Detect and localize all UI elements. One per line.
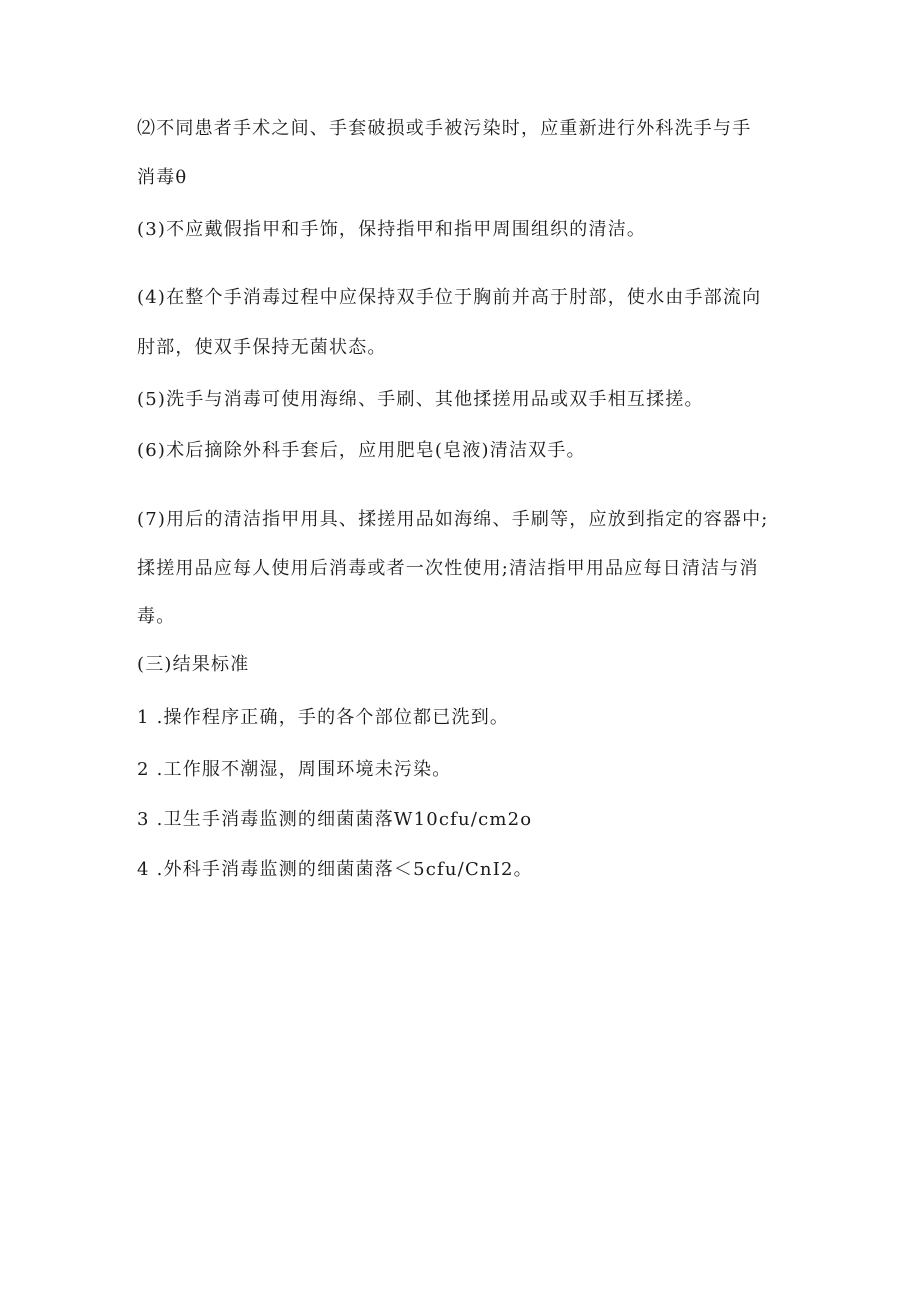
paragraph-2-line-2: 消毒θ [137, 167, 188, 188]
criterion-3: 3 .卫生手消毒监测的细菌菌落W10cfu∕cm2o [137, 809, 533, 830]
paragraph-6: (6)术后摘除外科手套后，应用肥皂(皂液)清洁双手。 [137, 440, 586, 461]
criterion-2: 2 .工作服不潮湿，周围环境未污染。 [137, 759, 452, 780]
criterion-1: 1 .操作程序正确，手的各个部位都已洗到。 [137, 707, 510, 728]
paragraph-4-line-1: (4)在整个手消毒过程中应保持双手位于胸前并高于肘部，使水由手部流向 [137, 287, 762, 308]
paragraph-2-line-1: ⑵不同患者手术之间、手套破损或手被污染时，应重新进行外科洗手与手 [137, 118, 752, 139]
paragraph-7-line-1: (7)用后的清洁指甲用具、揉搓用品如海绵、手刷等，应放到指定的容器中; [137, 509, 769, 530]
section-heading-result-standard: (三)结果标准 [137, 654, 250, 675]
criterion-4: 4 .外科手消毒监测的细菌菌落＜5cfu∕CnI2。 [137, 859, 533, 880]
paragraph-7-line-2: 揉搓用品应每人使用后消毒或者一次性使用;清洁指甲用品应每日清洁与消 [137, 558, 759, 579]
paragraph-3: (3)不应戴假指甲和手饰，保持指甲和指甲周围组织的清洁。 [137, 219, 647, 240]
paragraph-5: (5)洗手与消毒可使用海绵、手刷、其他揉搓用品或双手相互揉搓。 [137, 389, 704, 410]
paragraph-4-line-2: 肘部，使双手保持无菌状态。 [137, 337, 387, 358]
paragraph-7-line-3: 毒。 [137, 606, 176, 627]
